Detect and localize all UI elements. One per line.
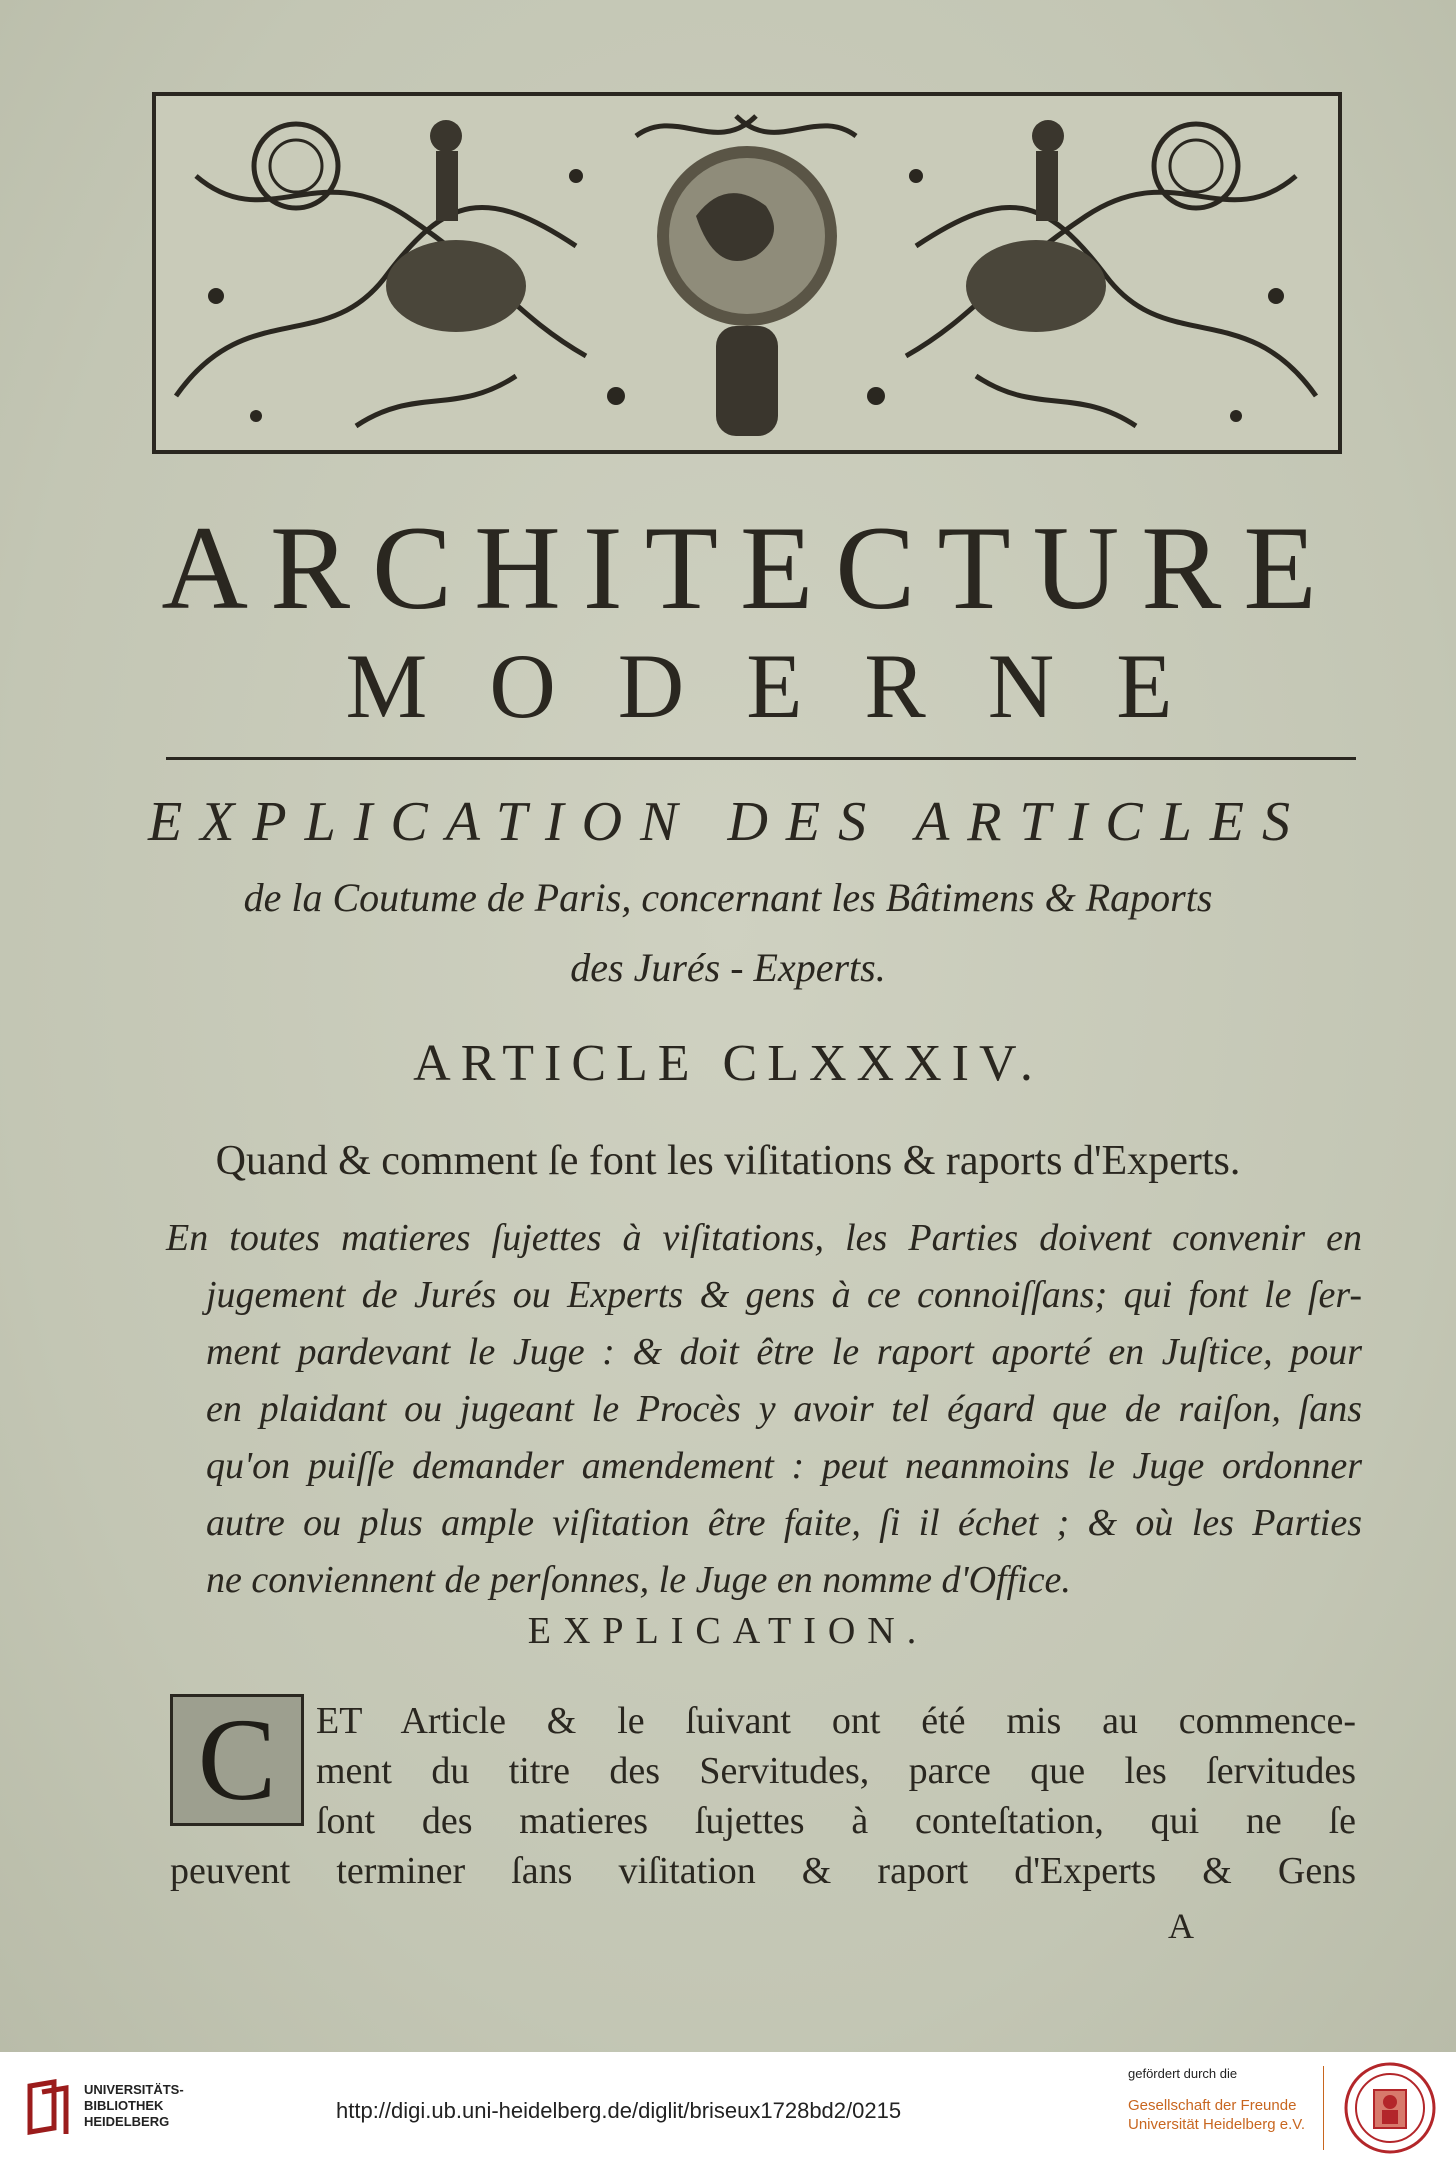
sponsor-name: Gesellschaft der Freunde Universität Heidelberg e.V. bbox=[1128, 2097, 1306, 2133]
explication-heading: EXPLICATION. bbox=[527, 1610, 929, 1652]
explication-last-line: peuvent terminer ſans viſitation & raport d'Experts & Gens bbox=[170, 1850, 1356, 1892]
drop-cap-letter: C bbox=[197, 1694, 277, 1825]
article-text-line: ment pardevant le Juge : & doit être le raport aporté en Juſtice, pour bbox=[206, 1331, 1362, 1373]
explication-line: ment du titre des Servitudes, parce que les ſervitudes bbox=[316, 1750, 1356, 1792]
signature-mark: A bbox=[1168, 1906, 1194, 1946]
article-text-line: jugement de Jurés ou Experts & gens à ce connoiſſans; qui font le ſer- bbox=[206, 1274, 1362, 1316]
explication-text bbox=[316, 1696, 1356, 1846]
article-text-line: En toutes matieres ſujettes à viſitations, les Parties doivent convenir en bbox=[166, 1217, 1362, 1259]
library-logo-icon bbox=[26, 2078, 78, 2136]
article-text-line: qu'on puiſſe demander amendement : peut neanmoins le Juge ordonner bbox=[206, 1445, 1362, 1487]
subtitle-line-2: des Jurés - Experts. bbox=[570, 945, 886, 990]
headpiece-engraving bbox=[156, 96, 1338, 450]
footer-divider bbox=[1323, 2066, 1324, 2150]
title-line-2: MODERNE bbox=[345, 635, 1235, 737]
article-text-line: en plaidant ou jugeant le Procès y avoir tel égard que de raiſon, ſans bbox=[206, 1388, 1362, 1430]
article-heading: ARTICLE CLXXXIV. bbox=[413, 1035, 1043, 1092]
section-heading: EXPLICATION DES ARTICLES bbox=[147, 791, 1309, 853]
article-text bbox=[166, 1210, 1362, 1609]
article-text-line: autre ou plus ample viſitation être faite, ſi il échet ; & où les Parties bbox=[206, 1502, 1362, 1544]
title-rule bbox=[166, 757, 1356, 760]
library-name: UNIVERSITÄTS- BIBLIOTHEK HEIDELBERG bbox=[84, 2082, 184, 2129]
drop-cap bbox=[170, 1694, 304, 1826]
sponsor-intro: gefördert durch die bbox=[1128, 2066, 1238, 2081]
article-summary: Quand & comment ſe font les viſitations & raports d'Experts. bbox=[215, 1138, 1241, 1184]
title-line-1: ARCHITECTURE bbox=[161, 501, 1339, 634]
explication-line: ET Article & le ſuivant ont été mis au commence- bbox=[316, 1700, 1356, 1742]
explication-line: ſont des matieres ſujettes à conteſtation, qui ne ſe bbox=[316, 1800, 1356, 1842]
permalink-url[interactable]: http://digi.ub.uni-heidelberg.de/diglit/briseux1728bd2/0215 bbox=[336, 2098, 902, 2123]
article-text-line: ne conviennent de perſonnes, le Juge en nomme d'Office. bbox=[206, 1559, 1071, 1601]
viewer-footer bbox=[0, 2052, 1456, 2160]
ornamental-headpiece bbox=[152, 92, 1342, 454]
university-seal-icon bbox=[1344, 2062, 1436, 2154]
subtitle-line-1: de la Coutume de Paris, concernant les Bâtimens & Raports bbox=[243, 875, 1213, 920]
